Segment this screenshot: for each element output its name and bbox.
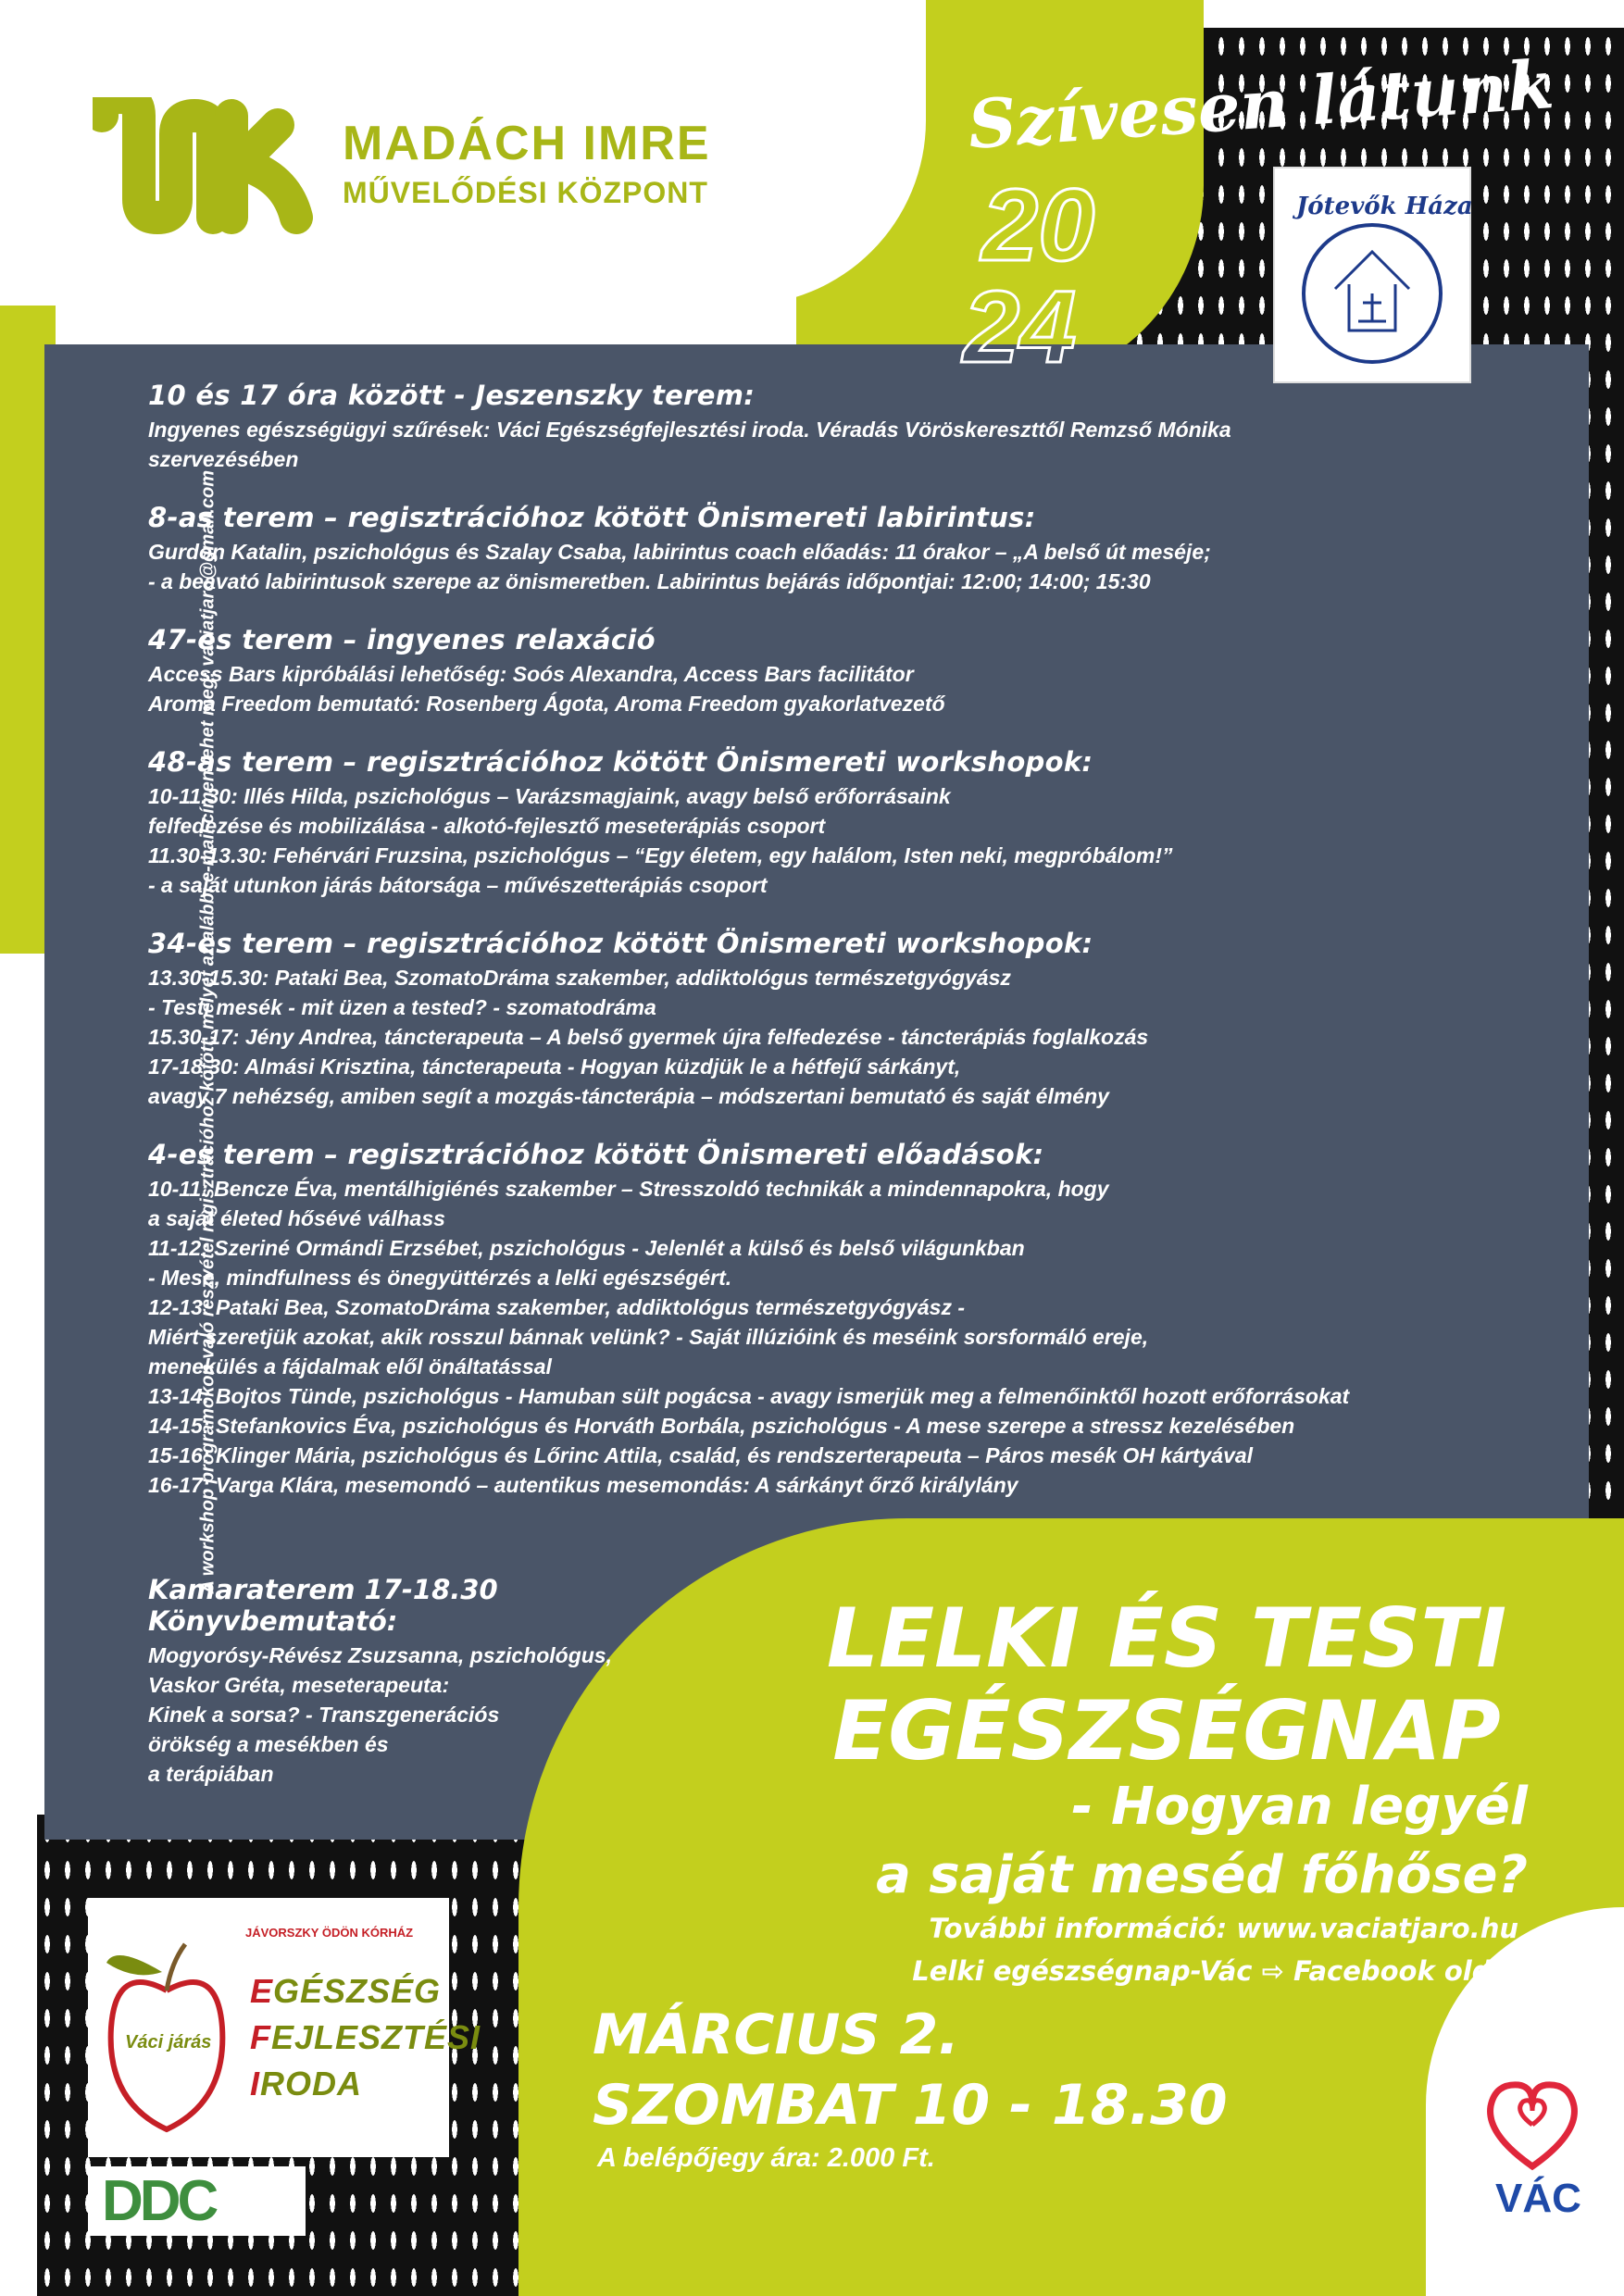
logo-subtitle: MŰVELŐDÉSI KÖZPONT — [343, 176, 708, 209]
kamara-line: Mogyorósy-Révész Zsuzsanna, pszichológus, — [148, 1643, 612, 1667]
program-line: 12-13: Pataki Bea, SzomatoDráma szakember, addiktológus természetgyógyász - — [148, 1295, 965, 1319]
program-line: avagy 7 nehézség, amiben segít a mozgás-táncterápia – módszertani bemutató és saját élmény — [148, 1084, 1109, 1108]
event-title-line2: EGÉSZSÉGNAP — [832, 1683, 1501, 1778]
vac-heart-icon — [1481, 2074, 1583, 2176]
program-line: 13.30-15.30: Pataki Bea, SzomatoDráma szakember, addiktológus természetgyógyász — [148, 966, 1011, 990]
event-website[interactable]: További információ: www.vaciatjaro.hu — [929, 1913, 1518, 1944]
kamara-lines — [148, 1641, 630, 1789]
event-date — [593, 2000, 1228, 2140]
program-line: 15.30-17: Jény Andrea, táncterapeuta – A belső gyermek újra felfedezése - táncterápiás foglalkozás — [148, 1025, 1149, 1049]
program-section — [148, 746, 1583, 900]
program-line: 13-14: Bojtos Tünde, pszichológus - Hamuban sült pogácsa - avagy ismerjük meg a felmenőinktől hozott erőforrásokat — [148, 1384, 1350, 1408]
program-line: Gurdon Katalin, pszichológus és Szalay Csaba, labirintus coach előadás: 11 órakor – „A belső út meséje; — [148, 540, 1211, 564]
program-section — [148, 624, 1583, 718]
efi-line3 — [250, 2065, 362, 2103]
ddc-logo-text: DDC — [102, 2169, 216, 2233]
event-facebook[interactable]: Lelki egészségnap-Vác ⇨ Facebook oldal — [912, 1955, 1518, 1987]
efi-line1 — [250, 1972, 441, 2011]
program-section-heading: 8-as terem – regisztrációhoz kötött Önismereti labirintus: — [148, 502, 1036, 533]
program-line: a saját életed hősévé válhass — [148, 1206, 445, 1230]
program-line: 11.30-13.30: Fehérvári Fruzsina, pszichológus – “Egy életem, egy halálom, Isten neki, megpróbálom!” — [148, 843, 1173, 867]
event-date-line1: MÁRCIUS 2. — [593, 2003, 960, 2067]
efi-line2 — [250, 2018, 481, 2057]
program-section-heading: 4-es terem – regisztrációhoz kötött Önismereti előadások: — [148, 1139, 1044, 1170]
year-bottom: 24 — [963, 270, 1077, 384]
efi-word-fejlesztesi: EJLESZTÉSI — [271, 2018, 481, 2056]
program-line: 17-18.30: Almási Krisztina, táncterapeuta - Hogyan küzdjük le a hétfejű sárkányt, — [148, 1054, 961, 1079]
kamara-line: örökség a mesékben és — [148, 1732, 389, 1756]
kamara-line: Kinek a sorsa? - Transzgenerációs — [148, 1703, 500, 1727]
kamara-heading: Kamaraterem 17-18.30 Könyvbemutató: — [148, 1574, 498, 1637]
kamara-section — [148, 1574, 630, 1789]
vac-label: VÁC — [1495, 2176, 1581, 2221]
program-line: 10-11.30: Illés Hilda, pszichológus – Varázsmagjaink, avagy belső erőforrásaink — [148, 784, 951, 808]
efi-initial-i: I — [250, 2065, 261, 2103]
program-line: felfedezése és mobilizálása - alkotó-fejlesztő meseterápiás csoport — [148, 814, 826, 838]
program-line: Aroma Freedom bemutató: Rosenberg Ágota, Aroma Freedom gyakorlatvezető — [148, 692, 945, 716]
efi-word-iroda: RODA — [260, 2065, 363, 2103]
program-line: 10-11: Bencze Éva, mentálhigiénés szakember – Stresszoldó technikák a mindennapokra, hogy — [148, 1177, 1109, 1201]
event-subtitle — [759, 1773, 1528, 1910]
hospital-name: JÁVORSZKY ÖDÖN KÓRHÁZ — [245, 1926, 414, 1940]
program-line: menekülés a fájdalmak elől önáltatással — [148, 1354, 552, 1379]
event-info — [759, 1907, 1518, 1992]
logo-title: MADÁCH IMRE — [343, 117, 711, 170]
kamara-line: a terápiában — [148, 1762, 274, 1786]
kamara-line: Vaskor Gréta, meseterapeuta: — [148, 1673, 450, 1697]
program-section — [148, 380, 1583, 474]
ticket-price: A belépőjegy ára: 2.000 Ft. — [597, 2143, 935, 2173]
efi-initial-e: E — [250, 1972, 274, 2010]
event-date-line2: SZOMBAT 10 - 18.30 — [593, 2073, 1228, 2138]
efi-initial-f: F — [250, 2018, 271, 2056]
program-line: 11-12: Szeriné Ormándi Erzsébet, pszichológus - Jelenlét a külső és belső világunkban — [148, 1236, 1025, 1260]
program-line: 15-16: Klinger Mária, pszichológus és Lőrinc Attila, család, és rendszerterapeuta – Páros mesék OH kártyával — [148, 1443, 1254, 1467]
event-subtitle-line1: - Hogyan legyél — [1071, 1777, 1528, 1837]
efi-word-egeszseg: GÉSZSÉG — [273, 1972, 442, 2010]
vaci-jaras-label: Váci járás — [125, 2032, 212, 2053]
program-line: szervezésében — [148, 447, 299, 471]
program-line: Miért szeretjük azokat, akik rosszul bánnak velünk? - Saját illúzióink és meséink sorsformáló ereje, — [148, 1325, 1149, 1349]
registration-note: A workshop programokon való részvétel regisztrációhoz kötött, melyet az alábbi e-mail címen tehet meg: vaciatjaro@gmail.com — [197, 469, 219, 1594]
house-circle-icon — [1298, 219, 1446, 368]
program-line: - Testi mesék - mit üzen a tested? - szomatodráma — [148, 995, 656, 1019]
program-section-heading: 47-es terem – ingyenes relaxáció — [148, 624, 656, 655]
program-line: - a beavató labirintusok szerepe az önismeretben. Labirintus bejárás időpontjai: 12:00; 14:00; 15:30 — [148, 569, 1151, 593]
madach-logo-icon — [93, 97, 324, 236]
program-list — [148, 380, 1583, 1528]
program-section-heading: 34-es terem – regisztrációhoz kötött Önismereti workshopok: — [148, 928, 1093, 959]
program-section — [148, 928, 1583, 1111]
program-line: 16-17: Varga Klára, mesemondó – autentikus mesemondás: A sárkányt őrző királylány — [148, 1473, 1018, 1497]
program-line: 14-15: Stefankovics Éva, pszichológus és Horváth Borbála, pszichológus - A mese szerepe a stressz kezelésében — [148, 1414, 1295, 1438]
program-line: Access Bars kipróbálási lehetőség: Soós Alexandra, Access Bars facilitátor — [148, 662, 914, 686]
program-line: - a saját utunkon járás bátorsága – művészetterápiás csoport — [148, 873, 768, 897]
year-top: 20 — [981, 168, 1095, 282]
program-section-heading: 10 és 17 óra között - Jeszenszky terem: — [148, 380, 756, 411]
event-title-line1: LELKI ÉS TESTI — [826, 1591, 1507, 1686]
program-line: Ingyenes egészségügyi szűrések: Váci Egészségfejlesztési iroda. Véradás Vöröskereszttől Remzső Mónika — [148, 418, 1231, 442]
event-subtitle-line2: a saját meséd főhőse? — [876, 1845, 1528, 1905]
jotevok-title: Jótevők Háza — [1296, 193, 1473, 220]
program-line: - Mese, mindfulness és önegyüttérzés a lelki egészségért. — [148, 1266, 732, 1290]
welcome-text: Szívesen látunk — [965, 44, 1556, 164]
program-section-heading: 48-as terem – regisztrációhoz kötött Önismereti workshopok: — [148, 746, 1093, 778]
event-title — [796, 1592, 1537, 1778]
program-section — [148, 502, 1583, 596]
program-section — [148, 1139, 1583, 1500]
